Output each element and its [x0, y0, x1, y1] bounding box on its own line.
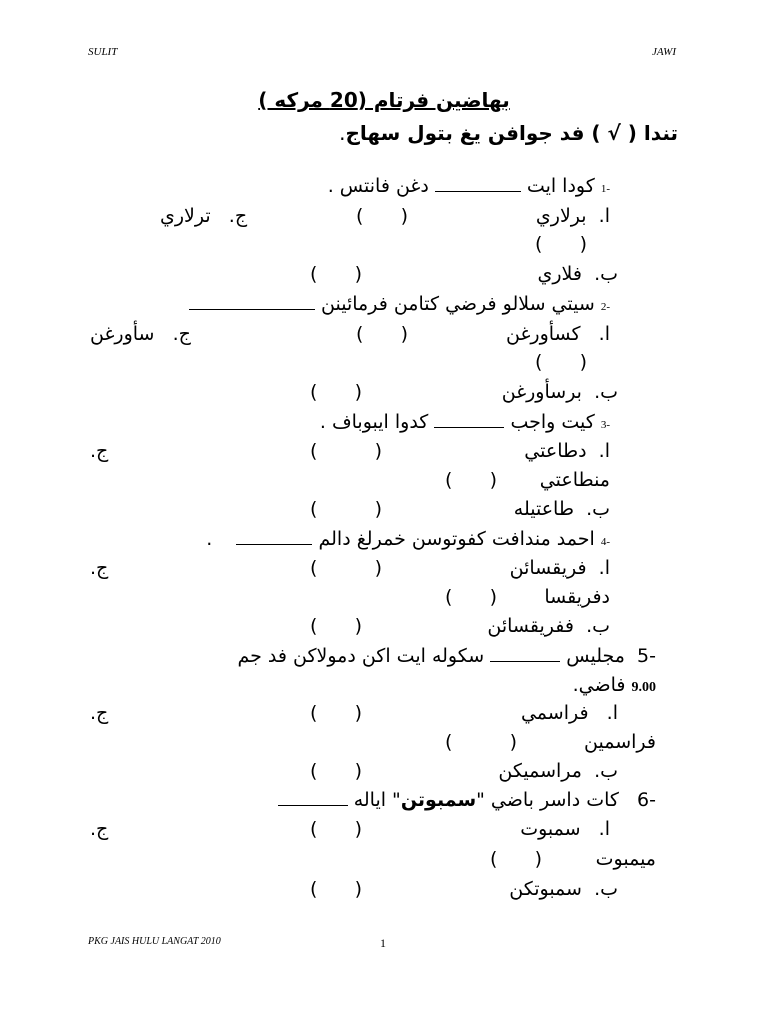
question-1-box-a[interactable]: ( ) [356, 205, 408, 227]
question-number: -6 [637, 789, 656, 811]
header-right: JAWI [651, 46, 676, 58]
question-1-box-c[interactable]: ( ) [535, 233, 587, 255]
question-1-option-a: ا. برلاري [535, 205, 610, 227]
question-6-option-c: ميمبوت [595, 848, 656, 870]
question-number: -2 [600, 301, 610, 313]
instruction [339, 121, 678, 145]
time-value: 9.00 [631, 680, 656, 695]
answer-blank [236, 528, 312, 545]
question-4-box-b[interactable]: ( ) [310, 615, 362, 637]
question-5-stem: -5 مجليس سكوله ايت اكن دمولاكن فد جم [237, 645, 656, 667]
answer-blank [434, 411, 504, 428]
page-number: 1 [380, 936, 386, 950]
question-4-box-c[interactable]: ( ) [445, 586, 497, 608]
question-4-box-a[interactable]: ( ) [310, 557, 382, 579]
question-3-box-c[interactable]: ( ) [445, 469, 497, 491]
question-3-box-b[interactable]: ( ) [310, 498, 382, 520]
question-4-option-a: ا. فريقسائن [509, 557, 610, 579]
header-left: SULIT [88, 46, 118, 58]
question-5-option-c-letter: ج. [90, 702, 109, 724]
question-4-option-c: دفريقسا [544, 586, 610, 608]
answer-blank [490, 645, 560, 662]
question-3-stem: -3 كيت واجب كدوا ايبوباف . [319, 411, 610, 433]
answer-blank [189, 293, 315, 310]
question-2-box-b[interactable]: ( ) [310, 381, 362, 403]
question-1-option-c: ج. ترلاري [160, 205, 248, 227]
question-3-option-a: ا. دطاعتي [524, 440, 610, 462]
question-3-option-c-letter: ج. [90, 440, 109, 462]
question-3-box-a[interactable]: ( ) [310, 440, 382, 462]
question-2-option-c: ج. سأورغن [90, 323, 191, 345]
footer-left: PKG JAIS HULU LANGAT 2010 [88, 936, 221, 947]
question-6-box-c[interactable]: ( ) [490, 848, 542, 870]
question-5-stem-line2: 9.00 فاضي. [572, 674, 656, 696]
page-title: بهاضين فرتام (20 مركه ) [258, 88, 510, 112]
question-4-stem: -4 احمد مندافت كفوتوسن خمرلغ دالم . [206, 528, 610, 550]
question-6-option-b: ب. سمبوتكن [509, 878, 618, 900]
question-6-stem: -6 كات داسر باضي "سمبوتن" اياله [278, 788, 656, 812]
question-5-box-b[interactable]: ( ) [310, 760, 362, 782]
question-number: -4 [600, 536, 610, 548]
question-6-box-a[interactable]: ( ) [310, 818, 362, 840]
question-number: -3 [600, 419, 610, 431]
question-number: -5 [637, 645, 656, 667]
instruction-text: تندا ( √ ) فد جوافن يغ بتول سهاج [345, 121, 678, 145]
question-2-box-a[interactable]: ( ) [356, 323, 408, 345]
question-6-option-c-letter: ج. [90, 818, 109, 840]
answer-blank [278, 789, 348, 806]
question-2-stem: -2 سيتي سلالو فرضي كتامن فرمائينن [189, 292, 610, 319]
question-2-option-a: ا. كسأورغن [506, 323, 610, 345]
question-5-option-c: فراسمين [584, 731, 656, 753]
question-5-box-c[interactable]: ( ) [445, 731, 517, 753]
question-5-option-a: ا. فراسمي [520, 702, 618, 724]
question-5-box-a[interactable]: ( ) [310, 702, 362, 724]
question-number: -1 [600, 183, 610, 195]
question-3-option-c: منطاعتي [539, 469, 610, 491]
question-1-box-b[interactable]: ( ) [310, 263, 362, 285]
answer-blank [435, 175, 521, 192]
question-2-option-b: ب. برسأورغن [501, 381, 618, 403]
instruction-dot: . [339, 121, 346, 145]
question-1-option-b: ب. فلاري [537, 263, 618, 285]
keyword: سمبوتن [400, 789, 477, 811]
question-4-option-b: ب. ففريقسائن [487, 615, 610, 637]
question-1-stem: -1 كودا ايت دغن فانتس . [327, 175, 610, 197]
question-5-option-b: ب. مراسميكن [498, 760, 618, 782]
question-3-option-b: ب. طاعتيله [513, 498, 610, 520]
question-2-box-c[interactable]: ( ) [535, 351, 587, 373]
question-4-option-c-letter: ج. [90, 557, 109, 579]
question-6-option-a: ا. سمبوت [520, 818, 610, 840]
question-6-box-b[interactable]: ( ) [310, 878, 362, 900]
